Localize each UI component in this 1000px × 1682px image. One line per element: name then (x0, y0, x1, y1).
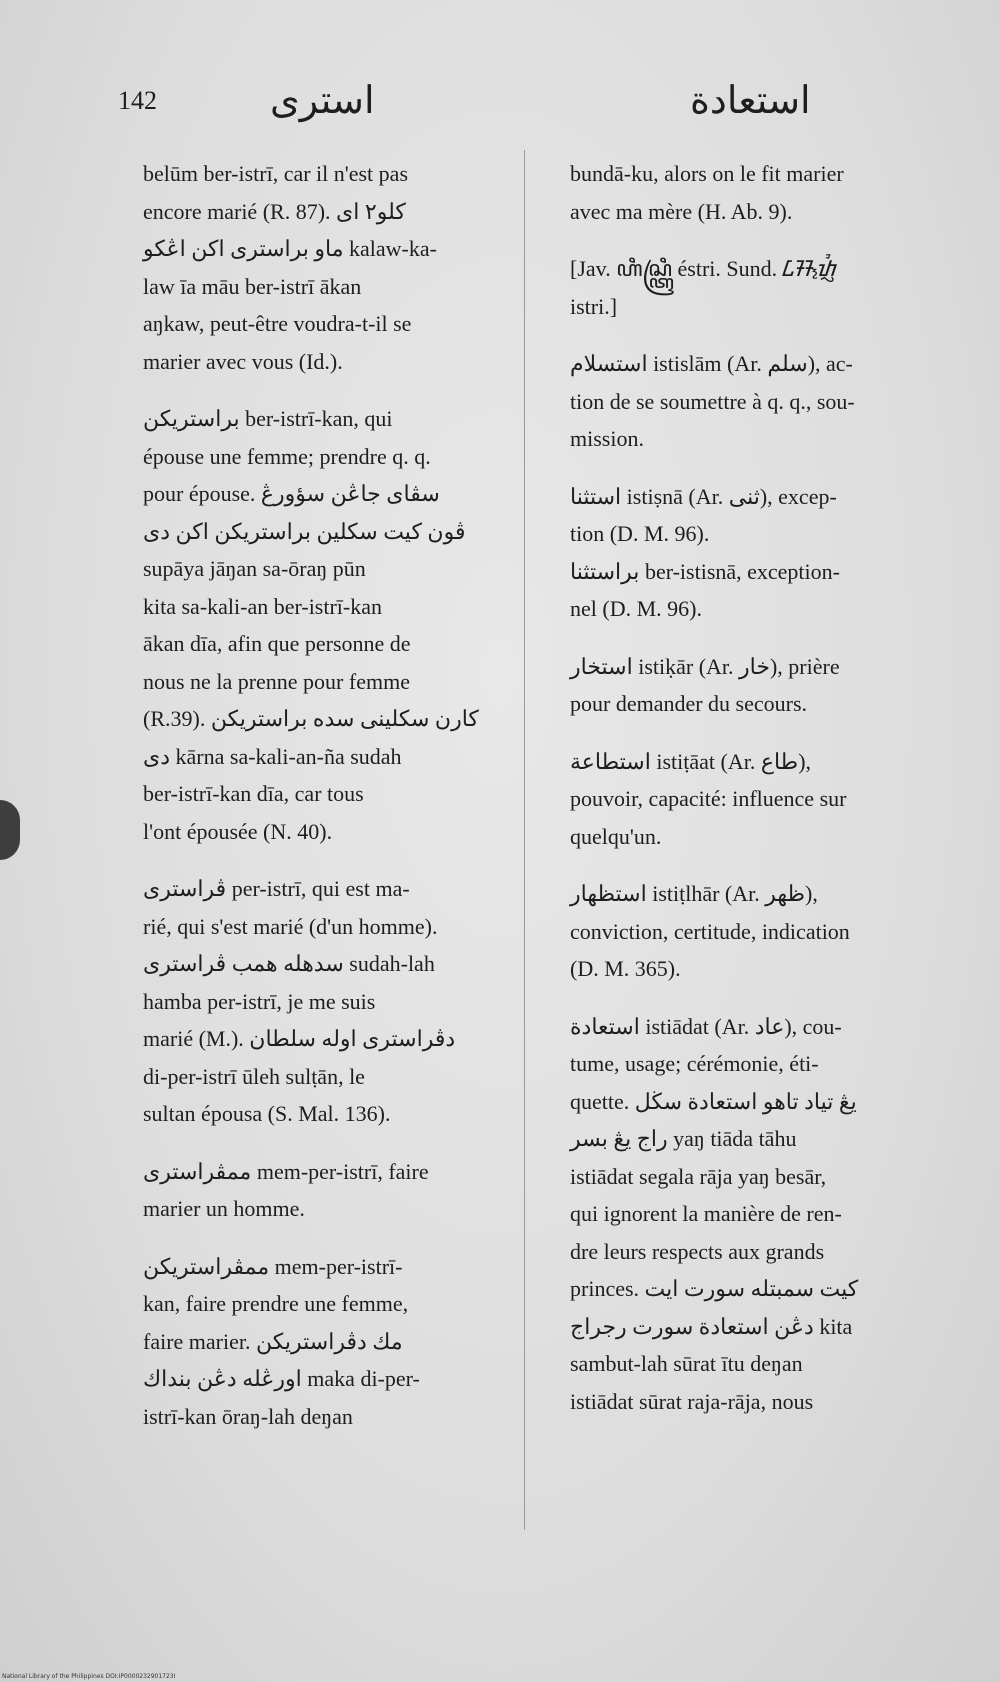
entry-line: nel (D. M. 96). (570, 596, 702, 621)
entry-line: marier avec vous (Id.). (143, 348, 343, 374)
entry-line: bundā-ku, alors on le fit marier (570, 161, 844, 186)
dictionary-entry (570, 743, 940, 856)
entry-line: (R.39). كارن سكلينى سده براستريكن (143, 706, 479, 731)
dictionary-entry (570, 155, 940, 230)
entry-line: nous ne la prenne pour femme (143, 668, 410, 694)
entry-line: marier un homme. (143, 1196, 305, 1221)
entry-line: اورڠله دڠن بنداك maka di-per- (143, 1366, 420, 1391)
entry-line: ākan dīa, afin que personne de (143, 631, 411, 656)
dictionary-entry (143, 1153, 507, 1228)
entry-line: avec ma mère (H. Ab. 9). (570, 198, 793, 224)
entry-line: tion de se soumettre à q. q., sou- (570, 388, 855, 414)
entry-line: law īa māu ber-istrī ākan (143, 273, 362, 299)
left-column (143, 155, 507, 1455)
entry-line: tion (D. M. 96). (570, 521, 710, 546)
dictionary-entry (570, 478, 940, 628)
entry-line: سدهله همب ڤراسترى sudah-lah (143, 951, 435, 976)
entry-line: [Jav. ꦲꦶꦱ꧀ꦠꦿꦶ éstri. Sund. ᮄᮞ᮪ᮒᮢᮤ (570, 256, 838, 281)
entry-line: conviction, certitude, indication (570, 918, 850, 944)
entry-line: ڤون كيت سكلين براستريكن اكن دى (143, 518, 466, 544)
dictionary-entry (143, 400, 507, 850)
entry-line: براستريكن ber-istrī-kan, qui (143, 406, 393, 431)
entry-line: encore marié (R. 87). كلو٢ اى (143, 198, 406, 224)
entry-line: belūm ber-istrī, car il n'est pas (143, 161, 408, 186)
margin-ink-spot (0, 800, 20, 860)
dictionary-entry (570, 345, 940, 458)
entry-line: استطاعة istiṭāat (Ar. طاع), (570, 748, 812, 774)
entry-line: quette. يڠ تياد تاهو استعادة سڬل (570, 1088, 857, 1114)
entry-line: épouse une femme; prendre q. q. (143, 443, 431, 469)
dictionary-entry (570, 250, 940, 325)
entry-line: hamba per-istrī, je me suis (143, 988, 376, 1014)
entry-line: استظهار istiṭlhār (Ar. ظهر), (570, 881, 818, 906)
entry-line: kita sa-kali-an ber-istrī-kan (143, 593, 383, 619)
scan-footer: National Library of the Philippines DOI:IP0000232901723I (2, 1673, 176, 1680)
dictionary-entry (570, 875, 940, 988)
entry-line: istiādat segala rāja yaŋ besār, (570, 1163, 827, 1189)
entry-line: استخار istiḳār (Ar. خار), prière (570, 653, 840, 679)
entry-line: sambut-lah sūrat ītu deŋan (570, 1351, 803, 1376)
entry-line: faire marier. مك دڤراستريكن (143, 1328, 403, 1354)
entry-line: ماو براسترى اكن اڠكو kalaw-ka- (143, 236, 437, 261)
dictionary-entry (570, 648, 940, 723)
entry-line: tume, usage; cérémonie, éti- (570, 1051, 819, 1076)
entry-line: rié, qui s'est marié (d'un homme). (143, 913, 438, 939)
entry-line: istri.] (570, 293, 618, 319)
dictionary-entry (143, 1248, 507, 1436)
entry-line: ڤراسترى per-istrī, qui est ma- (143, 876, 410, 901)
entry-line: (D. M. 365). (570, 956, 681, 981)
entry-line: استسلام istislām (Ar. سلم), ac- (570, 351, 853, 376)
entry-line: pouvoir, capacité: influence sur (570, 786, 847, 811)
entry-line: استعادة istiādat (Ar. عاد), cou- (570, 1013, 842, 1039)
entry-line: quelqu'un. (570, 823, 662, 849)
entry-line: kan, faire prendre une femme, (143, 1291, 409, 1316)
entry-line: supāya jāŋan sa-ōraŋ pūn (143, 556, 366, 581)
page-number: 142 (118, 86, 157, 115)
entry-line: استثنا istiṣnā (Ar. ثنى), excep- (570, 483, 837, 509)
entry-line: l'ont épousée (N. 40). (143, 818, 333, 844)
entry-line: pour demander du secours. (570, 691, 808, 716)
entry-line: راج يڠ بسر yaŋ tiāda tāhu (570, 1126, 797, 1151)
dictionary-entry (570, 1008, 940, 1421)
entry-line: princes. كيت سمبتله سورت ايت (570, 1276, 859, 1301)
entry-line: mission. (570, 426, 644, 451)
entry-line: dre leurs respects aux grands (570, 1238, 825, 1264)
entry-line: sultan épousa (S. Mal. 136). (143, 1101, 391, 1126)
entry-line: دڠن استعادة سورت رجراج kita (570, 1313, 853, 1339)
entry-line: di-per-istrī ūleh sulṭān, le (143, 1063, 365, 1089)
right-running-head: استعادة (690, 80, 811, 122)
entry-line: qui ignorent la manière de ren- (570, 1201, 842, 1226)
entry-line: istiādat sūrat raja-rāja, nous (570, 1388, 814, 1414)
entry-line: ber-istrī-kan dīa, car tous (143, 781, 364, 806)
left-running-head: استرى (270, 80, 375, 122)
entry-line: istrī-kan ōraŋ-lah deŋan (143, 1403, 353, 1429)
dictionary-entry (143, 870, 507, 1133)
column-divider (524, 150, 525, 1530)
entry-line: aŋkaw, peut-être voudra-t-il se (143, 311, 412, 336)
right-column (570, 155, 940, 1440)
entry-line: براستثنا ber-istisnā, exception- (570, 558, 840, 584)
entry-line: ممڤراستريكن mem-per-istrī- (143, 1253, 403, 1279)
dictionary-entry (143, 155, 507, 380)
entry-line: ممڤراسترى mem-per-istrī, faire (143, 1158, 429, 1184)
page-header (0, 78, 1000, 138)
entry-line: دى kārna sa-kali-an-ña sudah (143, 743, 402, 769)
entry-line: marié (M.). دڤراسترى اوله سلطان (143, 1026, 456, 1051)
entry-line: pour épouse. سڤاى جاڠن سؤورڠ (143, 481, 440, 506)
